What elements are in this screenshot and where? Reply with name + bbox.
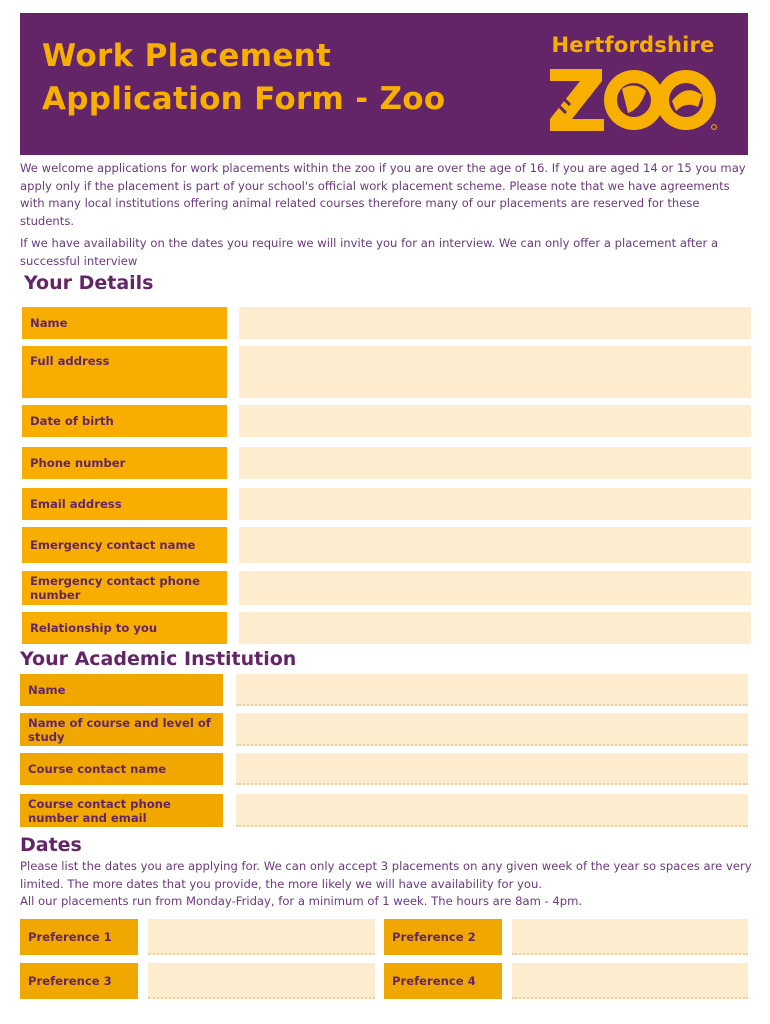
header-banner <box>20 13 748 155</box>
logo-wordmark: Hertfordshire <box>551 33 715 57</box>
email-address-field[interactable] <box>239 488 751 520</box>
preference-1-field[interactable] <box>148 919 375 955</box>
label-institution-name: Name <box>20 674 223 706</box>
course-contact-phone-email-field[interactable] <box>236 794 748 827</box>
label-course-contact-phone-email: Course contact phone number and email <box>20 794 223 827</box>
label-name: Name <box>22 307 227 339</box>
label-emergency-contact-name: Emergency contact name <box>22 527 227 563</box>
course-contact-name-field[interactable] <box>236 753 748 785</box>
label-relationship: Relationship to you <box>22 612 227 644</box>
emergency-contact-phone-field[interactable] <box>239 571 751 605</box>
zoo-logo-icon <box>548 61 718 133</box>
label-emergency-contact-phone: Emergency contact phone number <box>22 571 227 605</box>
section-title-academic-institution: Your Academic Institution <box>20 648 297 670</box>
relationship-field[interactable] <box>239 612 751 644</box>
label-date-of-birth: Date of birth <box>22 405 227 437</box>
section-title-your-details: Your Details <box>24 272 154 294</box>
date-of-birth-field[interactable] <box>239 405 751 437</box>
institution-name-field[interactable] <box>236 674 748 706</box>
label-course-contact-name: Course contact name <box>20 753 223 785</box>
intro-paragraph-1: We welcome applications for work placements within the zoo if you are over the age of 16. If you are aged 14 or 15 you may apply only if the placement is part of your school's official work placement scheme. Please note that we have agreements with many local institutions offering animal related courses therefore many of our placements are reserved for these students. <box>20 161 746 228</box>
full-address-field[interactable] <box>239 346 751 398</box>
label-preference-4: Preference 4 <box>384 963 502 999</box>
hertfordshire-zoo-logo <box>548 33 718 137</box>
page-title <box>42 35 445 121</box>
label-course-level: Name of course and level of study <box>20 713 223 746</box>
dates-description: Please list the dates you are applying for. We can only accept 3 placements on any given week of the year so spaces are very limited. The more dates that you provide, the more likely we will have availability for you. <box>20 859 752 891</box>
label-preference-2: Preference 2 <box>384 919 502 955</box>
preference-2-field[interactable] <box>512 919 748 955</box>
label-full-address: Full address <box>22 346 227 398</box>
section-title-dates: Dates <box>20 834 82 856</box>
label-email-address: Email address <box>22 488 227 520</box>
title-line-1: Work Placement <box>42 38 332 74</box>
course-level-field[interactable] <box>236 713 748 746</box>
phone-number-field[interactable] <box>239 447 751 479</box>
emergency-contact-name-field[interactable] <box>239 527 751 563</box>
dates-hours-note: All our placements run from Monday-Friday, for a minimum of 1 week. The hours are 8am - 4pm. <box>20 894 583 908</box>
preference-3-field[interactable] <box>148 963 375 999</box>
preference-4-field[interactable] <box>512 963 748 999</box>
intro-paragraph-2: If we have availability on the dates you require we will invite you for an interview. We can only offer a placement after a successful interview <box>20 236 719 268</box>
label-preference-3: Preference 3 <box>20 963 138 999</box>
label-phone-number: Phone number <box>22 447 227 479</box>
name-field[interactable] <box>239 307 751 339</box>
label-preference-1: Preference 1 <box>20 919 138 955</box>
title-line-2: Application Form - Zoo <box>42 81 446 117</box>
